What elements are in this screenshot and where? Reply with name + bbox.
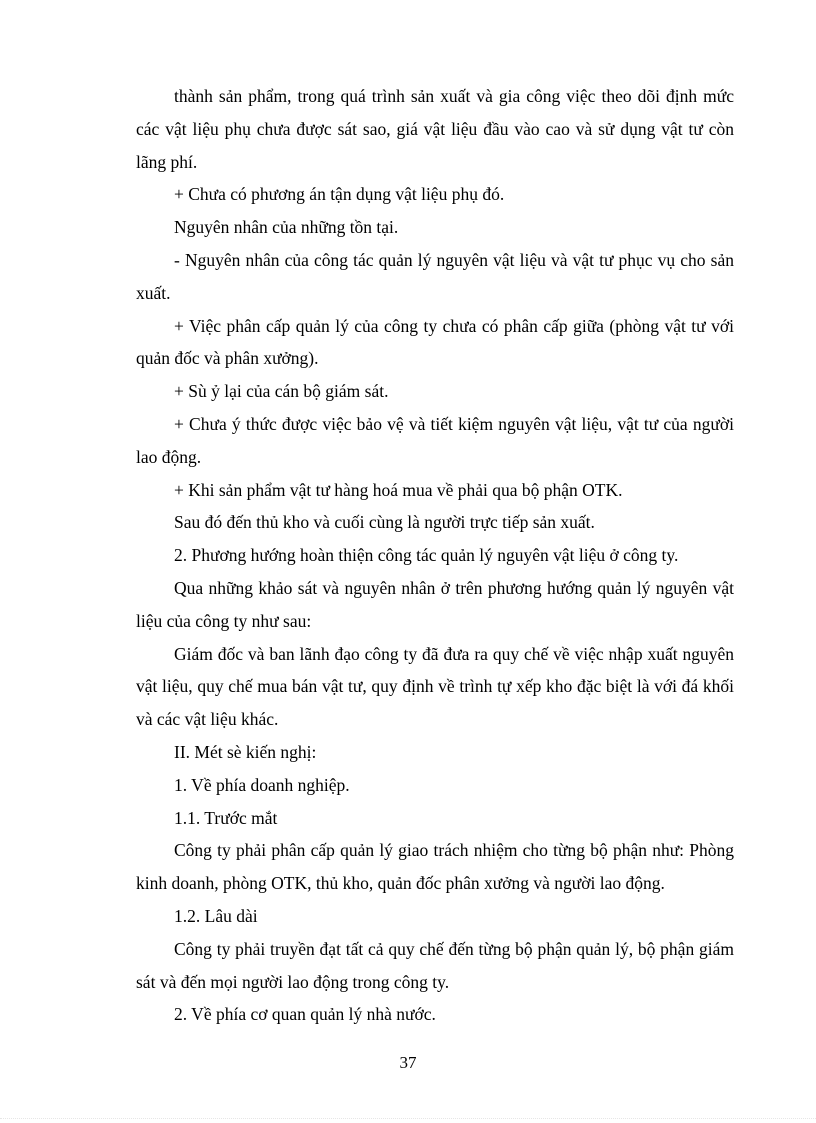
paragraph-survey: Qua những khảo sát và nguyên nhân ở trên phương hướng quản lý nguyên vật liệu của công ty như sau:: [136, 577, 734, 631]
paragraph-bullet-decentralization: + Việc phân cấp quản lý của công ty chưa có phân cấp giữa (phòng vật tư với quản đốc và phân xưởng).: [136, 315, 734, 369]
paragraph-bullet-reliance: + Sù ỷ lại của cán bộ giám sát.: [174, 381, 389, 402]
paragraph-long-term: Công ty phải truyền đạt tất cả quy chế đến từng bộ phận quản lý, bộ phận giám sát và đến mọi người lao động trong công ty.: [136, 938, 734, 992]
section-heading-recommendations: II. Mét sè kiến nghị:: [174, 741, 317, 762]
paragraph-warehouse: Sau đó đến thủ kho và cuối cùng là người trực tiếp sản xuất.: [174, 512, 595, 533]
paragraph-continuation: thành sản phẩm, trong quá trình sản xuất và gia công việc theo dõi định mức các vật liệu phụ chưa được sát sao, giá vật liệu đầu vào cao và sử dụng vật tư còn lãng phí.: [136, 86, 734, 172]
paragraph-short-term: Công ty phải phân cấp quản lý giao trách nhiệm cho từng bộ phận như: Phòng kinh doanh, phòng OTK, thủ kho, quản đốc phân xưởng và người lao động.: [136, 840, 734, 894]
page-bottom-divider: [0, 1118, 816, 1119]
paragraph-bullet-no-plan: + Chưa có phương án tận dụng vật liệu phụ đó.: [174, 184, 505, 205]
subheading-long-term: 1.2. Lâu dài: [174, 905, 258, 926]
paragraph-causes-management: - Nguyên nhân của công tác quản lý nguyên vật liệu và vật tư phục vụ cho sản xuất.: [136, 249, 734, 303]
subheading-enterprise: 1. Về phía doanh nghiệp.: [174, 774, 350, 795]
paragraph-causes-heading: Nguyên nhân của những tồn tại.: [174, 217, 399, 238]
paragraph-director: Giám đốc và ban lãnh đạo công ty đã đưa ra quy chế về việc nhập xuất nguyên vật liệu, quy chế mua bán vật tư, quy định về trình tự xếp kho đặc biệt là với đá khối và các vật liệu khác.: [136, 643, 734, 730]
paragraph-bullet-otk: + Khi sản phẩm vật tư hàng hoá mua về phải qua bộ phận OTK.: [174, 479, 623, 500]
section-heading-direction: 2. Phương hướng hoàn thiện công tác quản lý nguyên vật liệu ở công ty.: [174, 545, 679, 566]
paragraph-bullet-awareness: + Chưa ý thức được việc bảo vệ và tiết kiệm nguyên vật liệu, vật tư của người lao động.: [136, 413, 734, 467]
document-body: [136, 80, 734, 1031]
page-number: 37: [399, 1053, 417, 1072]
subheading-short-term: 1.1. Trước mắt: [174, 807, 278, 828]
subheading-state-agency: 2. Về phía cơ quan quản lý nhà nước.: [174, 1004, 436, 1025]
